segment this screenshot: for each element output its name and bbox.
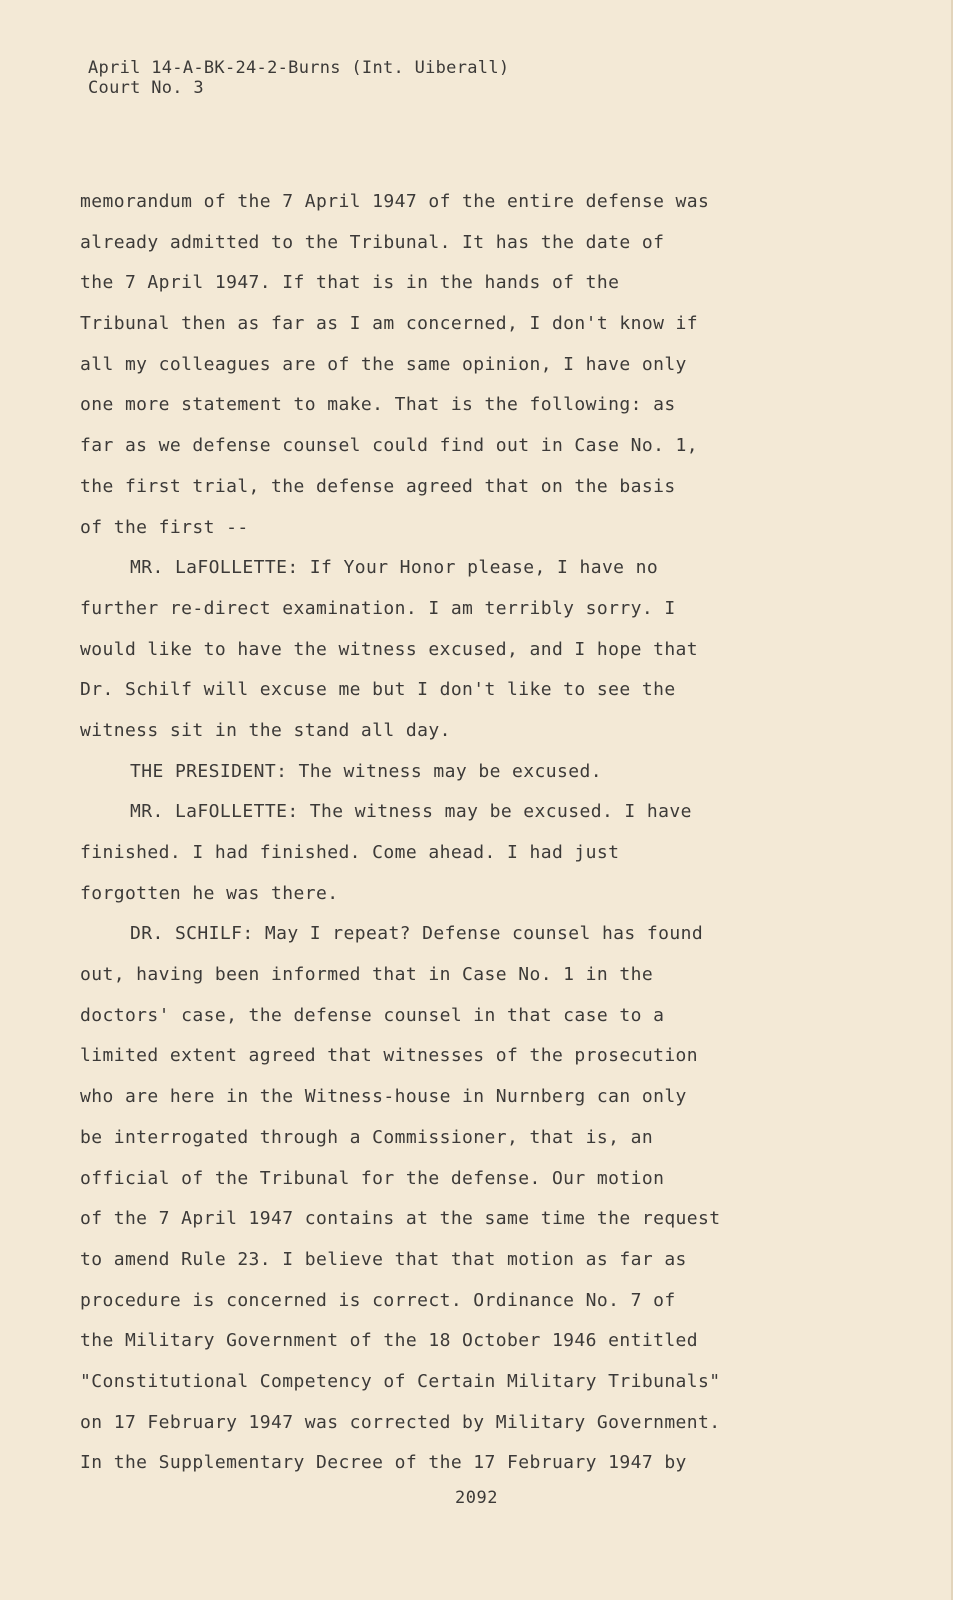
text-line: Dr. Schilf will excuse me but I don't like to see the (80, 679, 676, 701)
text-line: procedure is concerned is correct. Ordinance No. 7 of (80, 1289, 676, 1311)
text-line: "Constitutional Competency of Certain Military Tribunals" (80, 1370, 721, 1392)
text-line: finished. I had finished. Come ahead. I had just (80, 842, 620, 863)
text-line: far as we defense counsel could find out in Case No. 1, (80, 435, 699, 457)
page-number: 2092 (455, 1488, 498, 1508)
text-line: be interrogated through a Commissioner, that is, an (80, 1126, 654, 1148)
text-line: In the Supplementary Decree of the 17 February 1947 by (80, 1452, 687, 1474)
speaker-line: DR. SCHILF: May I repeat? Defense counsel has found (130, 923, 704, 945)
transcript-body (58, 182, 888, 1484)
text-line: the first trial, the defense agreed that on the basis (80, 475, 676, 497)
text-line: limited extent agreed that witnesses of the prosecution (80, 1045, 699, 1067)
text-line: on 17 February 1947 was corrected by Military Government. (80, 1411, 721, 1433)
text-line: one more statement to make. That is the following: as (80, 394, 676, 416)
text-line: already admitted to the Tribunal. It has the date of (80, 231, 665, 253)
speaker-line: MR. LaFOLLETTE: If Your Honor please, I have no (130, 557, 659, 579)
text-line: of the 7 April 1947 contains at the same time the request (80, 1208, 721, 1230)
page-header (88, 58, 509, 98)
text-line: out, having been informed that in Case No. 1 in the (80, 964, 654, 986)
text-line: who are here in the Witness-house in Nurnberg can only (80, 1086, 687, 1108)
speaker-line: THE PRESIDENT: The witness may be excused. (130, 760, 602, 782)
text-line: further re-direct examination. I am terribly sorry. I (80, 597, 676, 619)
text-line: official of the Tribunal for the defense. Our motion (80, 1167, 665, 1189)
speaker-line: MR. LaFOLLETTE: The witness may be excused. I have (130, 801, 692, 823)
text-line: witness sit in the stand all day. (80, 719, 451, 741)
text-line: doctors' case, the defense counsel in that case to a (80, 1004, 665, 1026)
text-line: Tribunal then as far as I am concerned, I don't know if (80, 313, 699, 335)
text-line: memorandum of the 7 April 1947 of the entire defense was (80, 191, 710, 212)
text-line: forgotten he was there. (80, 882, 339, 904)
text-line: of the first -- (80, 516, 249, 538)
text-line: would like to have the witness excused, and I hope that (80, 638, 699, 660)
text-line: the Military Government of the 18 October 1946 entitled (80, 1330, 699, 1352)
text-line: the 7 April 1947. If that is in the hands of the (80, 272, 620, 294)
header-line-1: April 14-A-BK-24-2-Burns (Int. Uiberall) (88, 58, 510, 78)
text-line: to amend Rule 23. I believe that that motion as far as (80, 1248, 687, 1270)
text-line: all my colleagues are of the same opinion, I have only (80, 353, 687, 375)
header-line-2: Court No. 3 (88, 78, 204, 98)
